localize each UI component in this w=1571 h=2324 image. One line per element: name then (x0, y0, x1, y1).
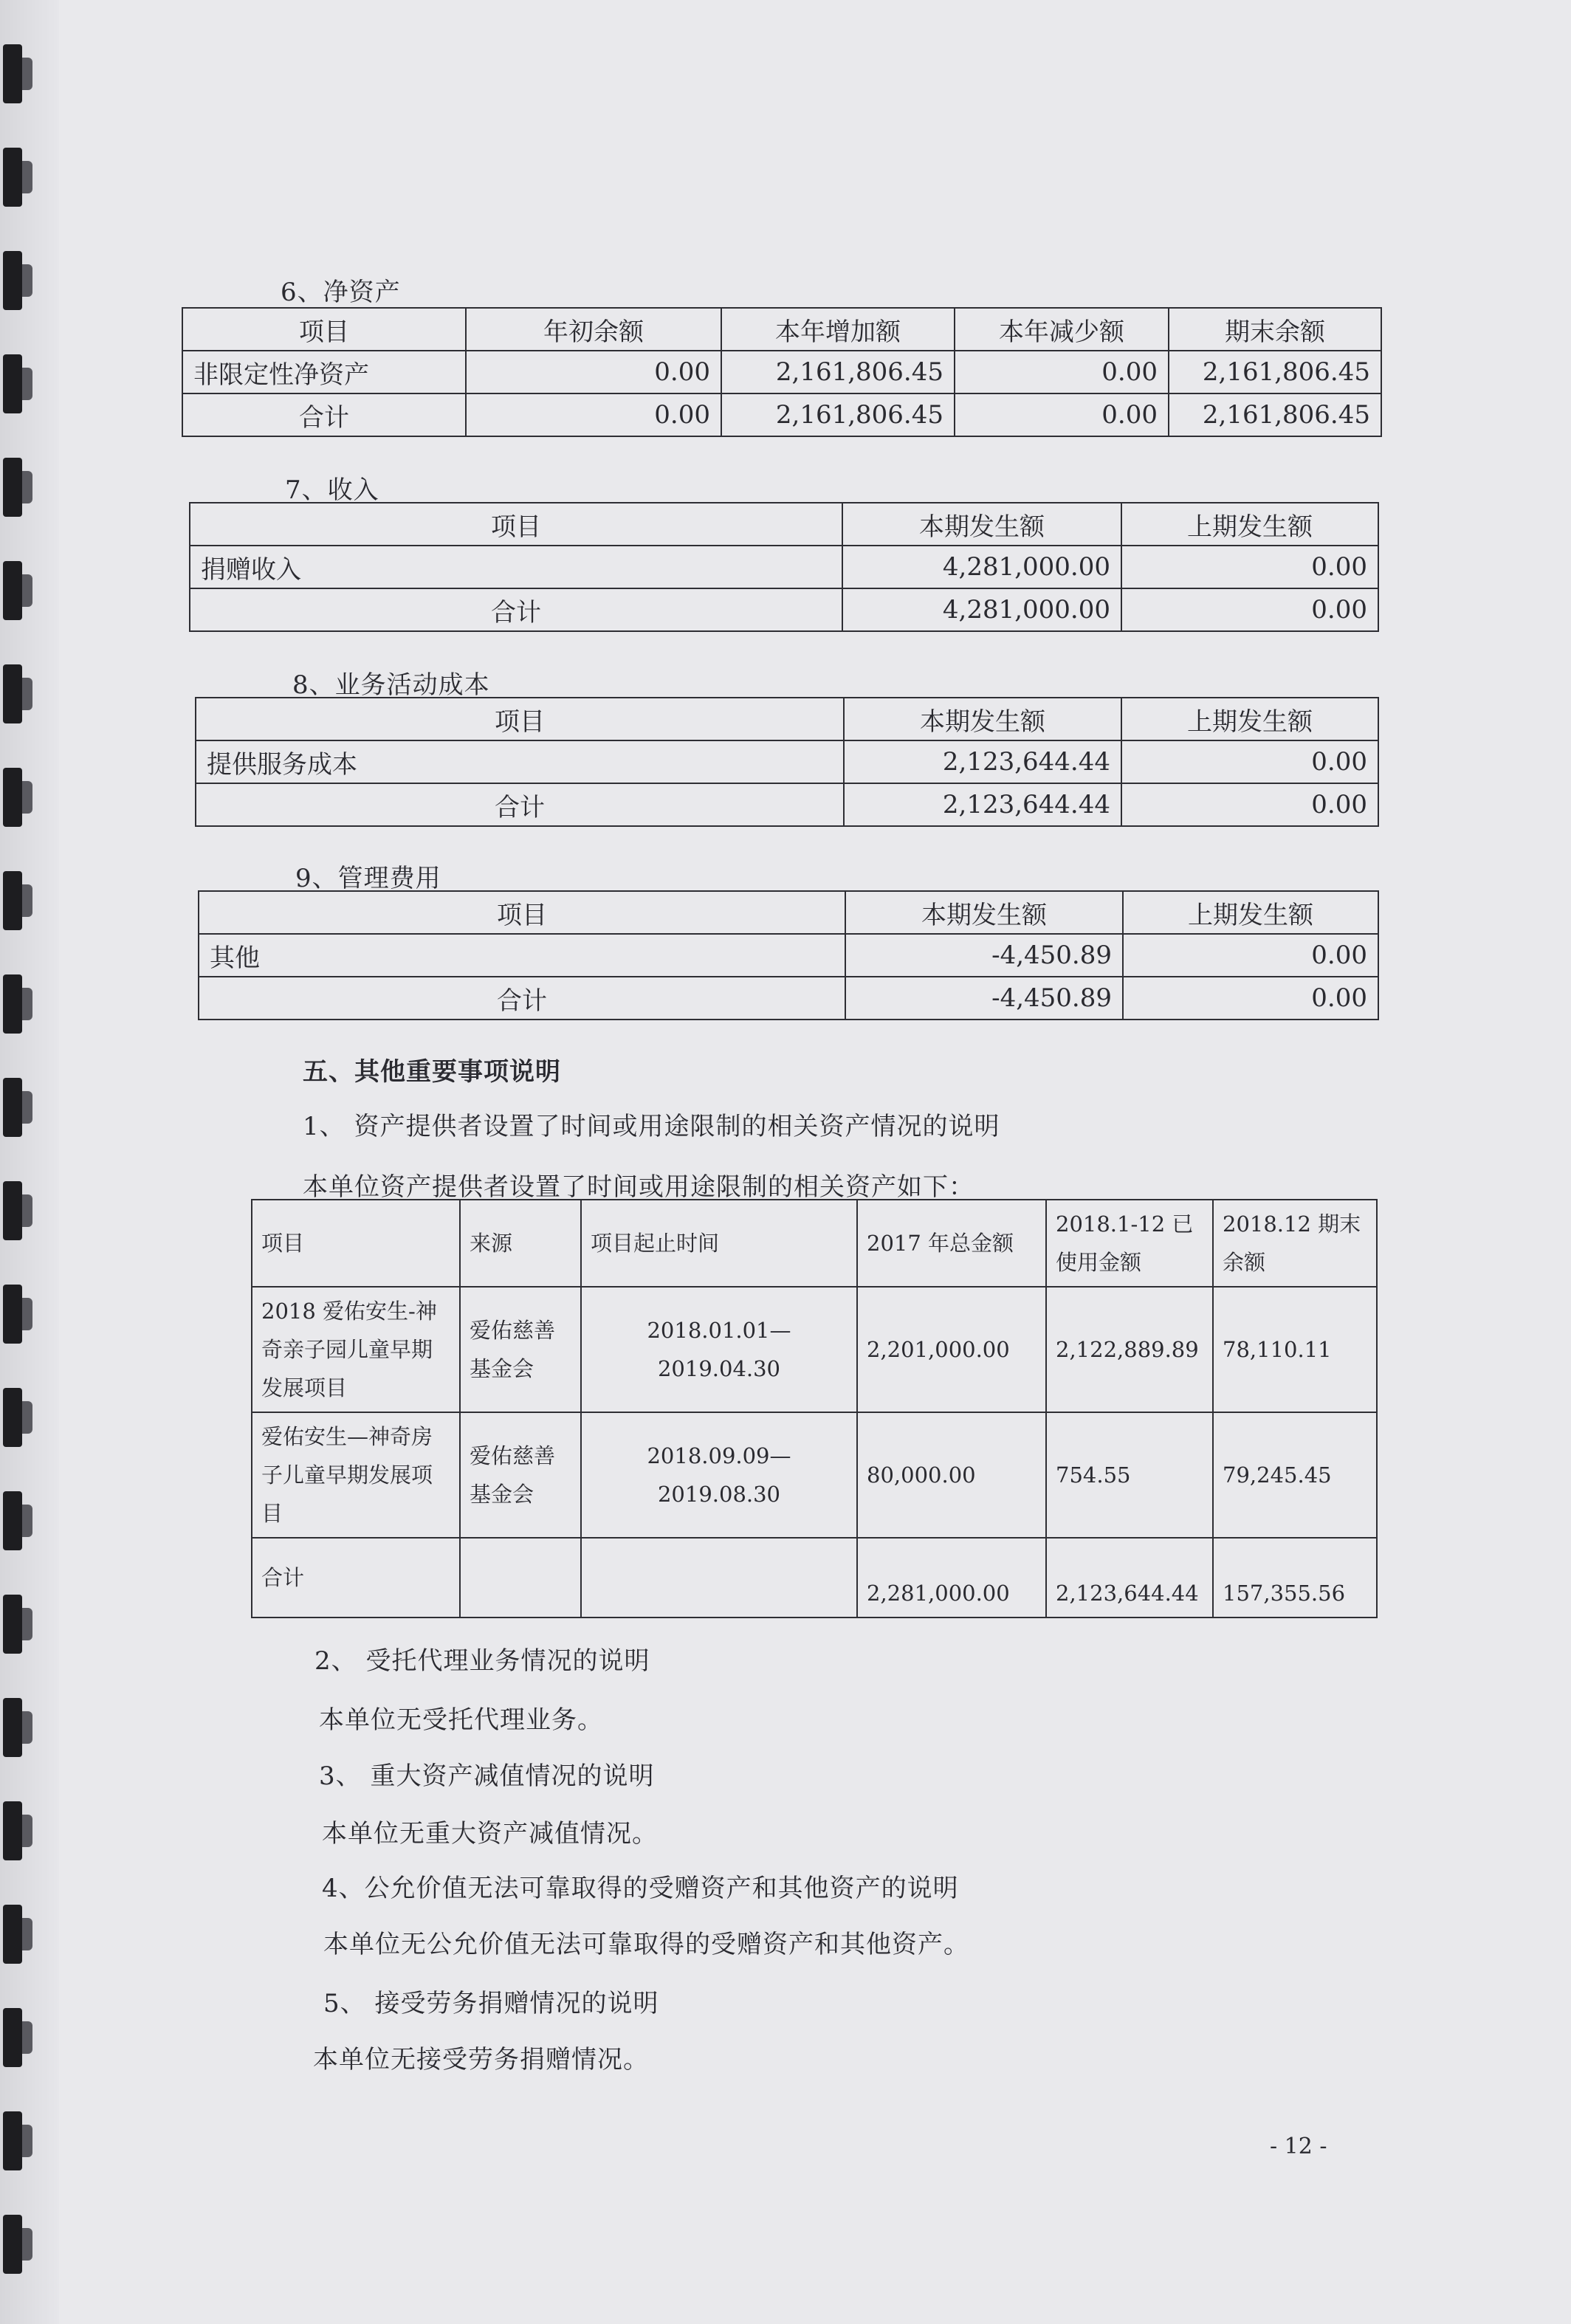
table-row (199, 934, 1378, 977)
header-cell: 2017 年总金额 (857, 1200, 1046, 1287)
header-cell: 本期发生额 (844, 698, 1121, 740)
page-number: - 12 - (1270, 2134, 1327, 2159)
header-cell: 上期发生额 (1121, 503, 1378, 546)
value-cell: 157,355.56 (1213, 1538, 1377, 1617)
value-cell: 2,161,806.45 (1169, 393, 1381, 436)
header-cell: 项目 (190, 503, 842, 546)
header-cell: 本年增加额 (721, 308, 955, 351)
value-cell: 4,281,000.00 (842, 546, 1121, 588)
binding-ring (3, 2215, 22, 2274)
item-cell: 合计 (196, 783, 844, 826)
table-header-row (252, 1200, 1377, 1287)
income-table (189, 502, 1379, 632)
value-cell: 0.00 (466, 351, 721, 393)
item-1-title: 1、 资产提供者设置了时间或用途限制的相关资产情况的说明 (303, 1112, 1000, 1141)
period-cell: 2018.09.09—2019.08.30 (581, 1412, 857, 1538)
binding-ring (3, 1491, 22, 1550)
binding-ring (3, 354, 22, 413)
restricted-assets-table (251, 1199, 1378, 1618)
value-cell: 2,122,889.89 (1046, 1287, 1213, 1412)
table-row (182, 393, 1381, 436)
binding-ring (3, 1388, 22, 1447)
period-cell (581, 1538, 857, 1617)
value-cell: 0.00 (1123, 977, 1378, 1020)
item-cell: 爱佑安生—神奇房子儿童早期发展项目 (252, 1412, 460, 1538)
value-cell: -4,450.89 (845, 934, 1123, 977)
section-8-title: 8、业务活动成本 (292, 670, 490, 700)
spiral-binding (0, 0, 59, 2324)
header-cell: 项目起止时间 (581, 1200, 857, 1287)
binding-ring (3, 1595, 22, 1654)
item-cell: 非限定性净资产 (182, 351, 466, 393)
value-cell: 2,201,000.00 (857, 1287, 1046, 1412)
value-cell: 0.00 (955, 393, 1169, 436)
value-cell: 754.55 (1046, 1412, 1213, 1538)
table-header-row (182, 308, 1381, 351)
period-cell: 2018.01.01—2019.04.30 (581, 1287, 857, 1412)
value-cell: 0.00 (1121, 546, 1378, 588)
item-4-text: 本单位无公允价值无法可靠取得的受赠资产和其他资产。 (323, 1930, 969, 1959)
table-row (196, 740, 1378, 783)
business-cost-table (195, 697, 1379, 827)
item-3-title: 3、 重大资产减值情况的说明 (319, 1761, 655, 1791)
table-row (252, 1412, 1377, 1538)
header-cell: 2018.12 期末余额 (1213, 1200, 1377, 1287)
header-cell: 2018.1-12 已使用金额 (1046, 1200, 1213, 1287)
admin-expense-table (198, 890, 1379, 1020)
part-5-heading: 五、其他重要事项说明 (303, 1057, 561, 1087)
binding-ring (3, 768, 22, 827)
net-assets-table (182, 307, 1382, 437)
table-row (196, 783, 1378, 826)
source-cell (460, 1538, 581, 1617)
table-row (252, 1287, 1377, 1412)
value-cell: 2,281,000.00 (857, 1538, 1046, 1617)
value-cell: 0.00 (1123, 934, 1378, 977)
table-header-row (190, 503, 1378, 546)
table-row (190, 588, 1378, 631)
binding-ring (3, 974, 22, 1034)
binding-ring (3, 1078, 22, 1137)
binding-ring (3, 1181, 22, 1240)
value-cell: 0.00 (466, 393, 721, 436)
value-cell: 0.00 (1121, 783, 1378, 826)
value-cell: 78,110.11 (1213, 1287, 1377, 1412)
header-cell: 上期发生额 (1123, 891, 1378, 934)
table-header-row (196, 698, 1378, 740)
binding-ring (3, 2008, 22, 2067)
value-cell: -4,450.89 (845, 977, 1123, 1020)
item-cell: 其他 (199, 934, 845, 977)
value-cell: 2,161,806.45 (721, 393, 955, 436)
value-cell: 2,123,644.44 (844, 783, 1121, 826)
item-cell: 捐赠收入 (190, 546, 842, 588)
header-cell: 本年减少额 (955, 308, 1169, 351)
header-cell: 上期发生额 (1121, 698, 1378, 740)
binding-ring (3, 2111, 22, 2170)
header-cell: 本期发生额 (842, 503, 1121, 546)
table-row (182, 351, 1381, 393)
section-6-title: 6、净资产 (281, 278, 401, 307)
table-row (190, 546, 1378, 588)
binding-ring (3, 1285, 22, 1344)
binding-ring (3, 44, 22, 103)
value-cell: 0.00 (1121, 740, 1378, 783)
item-5-text: 本单位无接受劳务捐赠情况。 (313, 2045, 649, 2074)
header-cell: 本期发生额 (845, 891, 1123, 934)
binding-ring (3, 871, 22, 930)
value-cell: 80,000.00 (857, 1412, 1046, 1538)
binding-ring (3, 251, 22, 310)
item-cell: 合计 (199, 977, 845, 1020)
binding-ring (3, 148, 22, 207)
item-5-title: 5、 接受劳务捐赠情况的说明 (323, 1989, 659, 2018)
item-cell: 合计 (182, 393, 466, 436)
binding-ring (3, 458, 22, 517)
item-2-text: 本单位无受托代理业务。 (319, 1705, 603, 1735)
item-4-title: 4、公允价值无法可靠取得的受赠资产和其他资产的说明 (322, 1874, 959, 1903)
item-cell: 合计 (190, 588, 842, 631)
item-cell: 2018 爱佑安生-神奇亲子园儿童早期发展项目 (252, 1287, 460, 1412)
source-cell: 爱佑慈善基金会 (460, 1412, 581, 1538)
table-row (252, 1538, 1377, 1617)
header-cell: 期末余额 (1169, 308, 1381, 351)
item-1-intro: 本单位资产提供者设置了时间或用途限制的相关资产如下： (303, 1172, 974, 1202)
value-cell: 0.00 (1121, 588, 1378, 631)
header-cell: 项目 (182, 308, 466, 351)
value-cell: 4,281,000.00 (842, 588, 1121, 631)
value-cell: 0.00 (955, 351, 1169, 393)
table-row (199, 977, 1378, 1020)
header-cell: 项目 (252, 1200, 460, 1287)
header-cell: 项目 (199, 891, 845, 934)
value-cell: 79,245.45 (1213, 1412, 1377, 1538)
header-cell: 来源 (460, 1200, 581, 1287)
value-cell: 2,123,644.44 (844, 740, 1121, 783)
binding-ring (3, 1801, 22, 1860)
section-7-title: 7、收入 (285, 475, 379, 505)
value-cell: 2,123,644.44 (1046, 1538, 1213, 1617)
item-cell: 提供服务成本 (196, 740, 844, 783)
section-9-title: 9、管理费用 (295, 864, 441, 893)
value-cell: 2,161,806.45 (721, 351, 955, 393)
item-3-text: 本单位无重大资产减值情况。 (322, 1819, 658, 1849)
header-cell: 项目 (196, 698, 844, 740)
table-header-row (199, 891, 1378, 934)
header-cell: 年初余额 (466, 308, 721, 351)
item-2-title: 2、 受托代理业务情况的说明 (314, 1646, 650, 1676)
binding-ring (3, 1698, 22, 1757)
binding-ring (3, 561, 22, 620)
source-cell: 爱佑慈善基金会 (460, 1287, 581, 1412)
value-cell: 2,161,806.45 (1169, 351, 1381, 393)
item-cell: 合计 (252, 1538, 460, 1617)
binding-ring (3, 664, 22, 723)
binding-ring (3, 1905, 22, 1964)
